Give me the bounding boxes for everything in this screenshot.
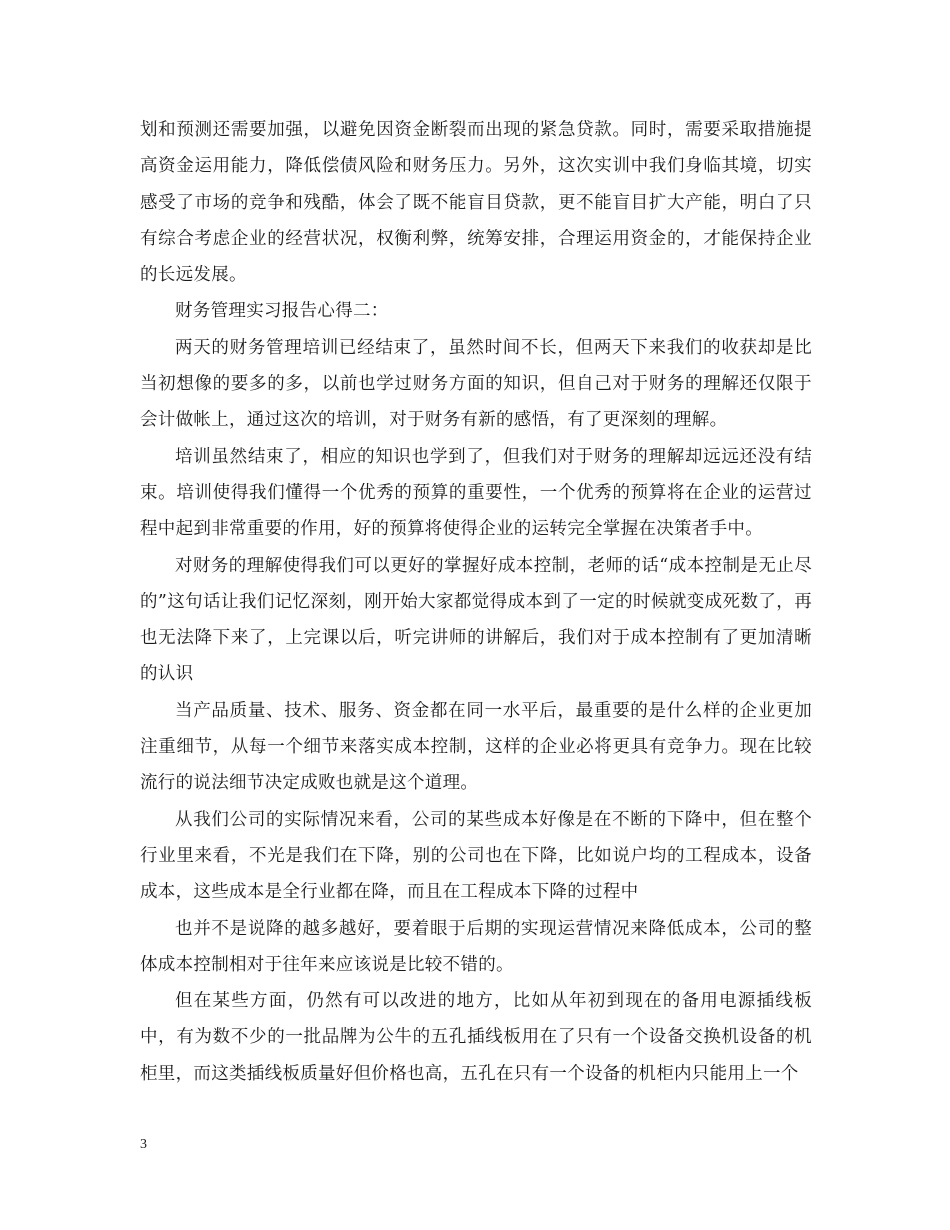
document-body bbox=[140, 112, 812, 1092]
page-number: 3 bbox=[140, 1137, 147, 1152]
paragraph-6: 从我们公司的实际情况来看，公司的某些成本好像是在不断的下降中，但在整个行业里来看，不光是我们在下降，别的公司也在下降，比如说户均的工程成本，设备成本，这些成本是全行业都在降，而且在工程成本下降的过程中 bbox=[140, 809, 812, 903]
section-heading: 财务管理实习报告心得二： bbox=[175, 301, 389, 322]
paragraph-4: 对财务的理解使得我们可以更好的掌握好成本控制，老师的话“成本控制是无止尽的”这句话让我们记忆深刻，刚开始大家都觉得成本到了一定的时候就变成死数了，再也无法降下来了，上完课以后，听完讲师的讲解后，我们对于成本控制有了更加清晰的认识 bbox=[140, 555, 812, 685]
paragraph-7: 也并不是说降的越多越好，要着眼于后期的实现运营情况来降低成本，公司的整体成本控制相对于往年来应该说是比较不错的。 bbox=[140, 918, 812, 975]
paragraph-3: 培训虽然结束了，相应的知识也学到了，但我们对于财务的理解却远远还没有结束。培训使得我们懂得一个优秀的预算的重要性，一个优秀的预算将在企业的运营过程中起到非常重要的作用，好的预算将使得企业的运转完全掌握在决策者手中。 bbox=[140, 446, 812, 540]
paragraph-2: 两天的财务管理培训已经结束了，虽然时间不长，但两天下来我们的收获却是比当初想像的要多的多，以前也学过财务方面的知识，但自己对于财务的理解还仅限于会计做帐上，通过这次的培训，对于财务有新的感悟，有了更深刻的理解。 bbox=[140, 337, 812, 431]
paragraph-8: 但在某些方面，仍然有可以改进的地方，比如从年初到现在的备用电源插线板中，有为数不少的一批品牌为公牛的五孔插线板用在了只有一个设备交换机设备的机柜里，而这类插线板质量好但价格也高，五孔在只有一个设备的机柜内只能用上一个 bbox=[140, 991, 812, 1084]
paragraph-5: 当产品质量、技术、服务、资金都在同一水平后，最重要的是什么样的企业更加注重细节，从每一个细节来落实成本控制，这样的企业必将更具有竞争力。现在比较流行的说法细节决定成败也就是这个道理。 bbox=[140, 700, 812, 794]
paragraph-1: 划和预测还需要加强，以避免因资金断裂而出现的紧急贷款。同时，需要采取措施提高资金运用能力，降低偿债风险和财务压力。另外，这次实训中我们身临其境，切实感受了市场的竞争和残酷，体会了既不能盲目贷款，更不能盲目扩大产能，明白了只有综合考虑企业的经营状况，权衡利弊，统筹安排，合理运用资金的，才能保持企业的长远发展。 bbox=[140, 120, 812, 286]
